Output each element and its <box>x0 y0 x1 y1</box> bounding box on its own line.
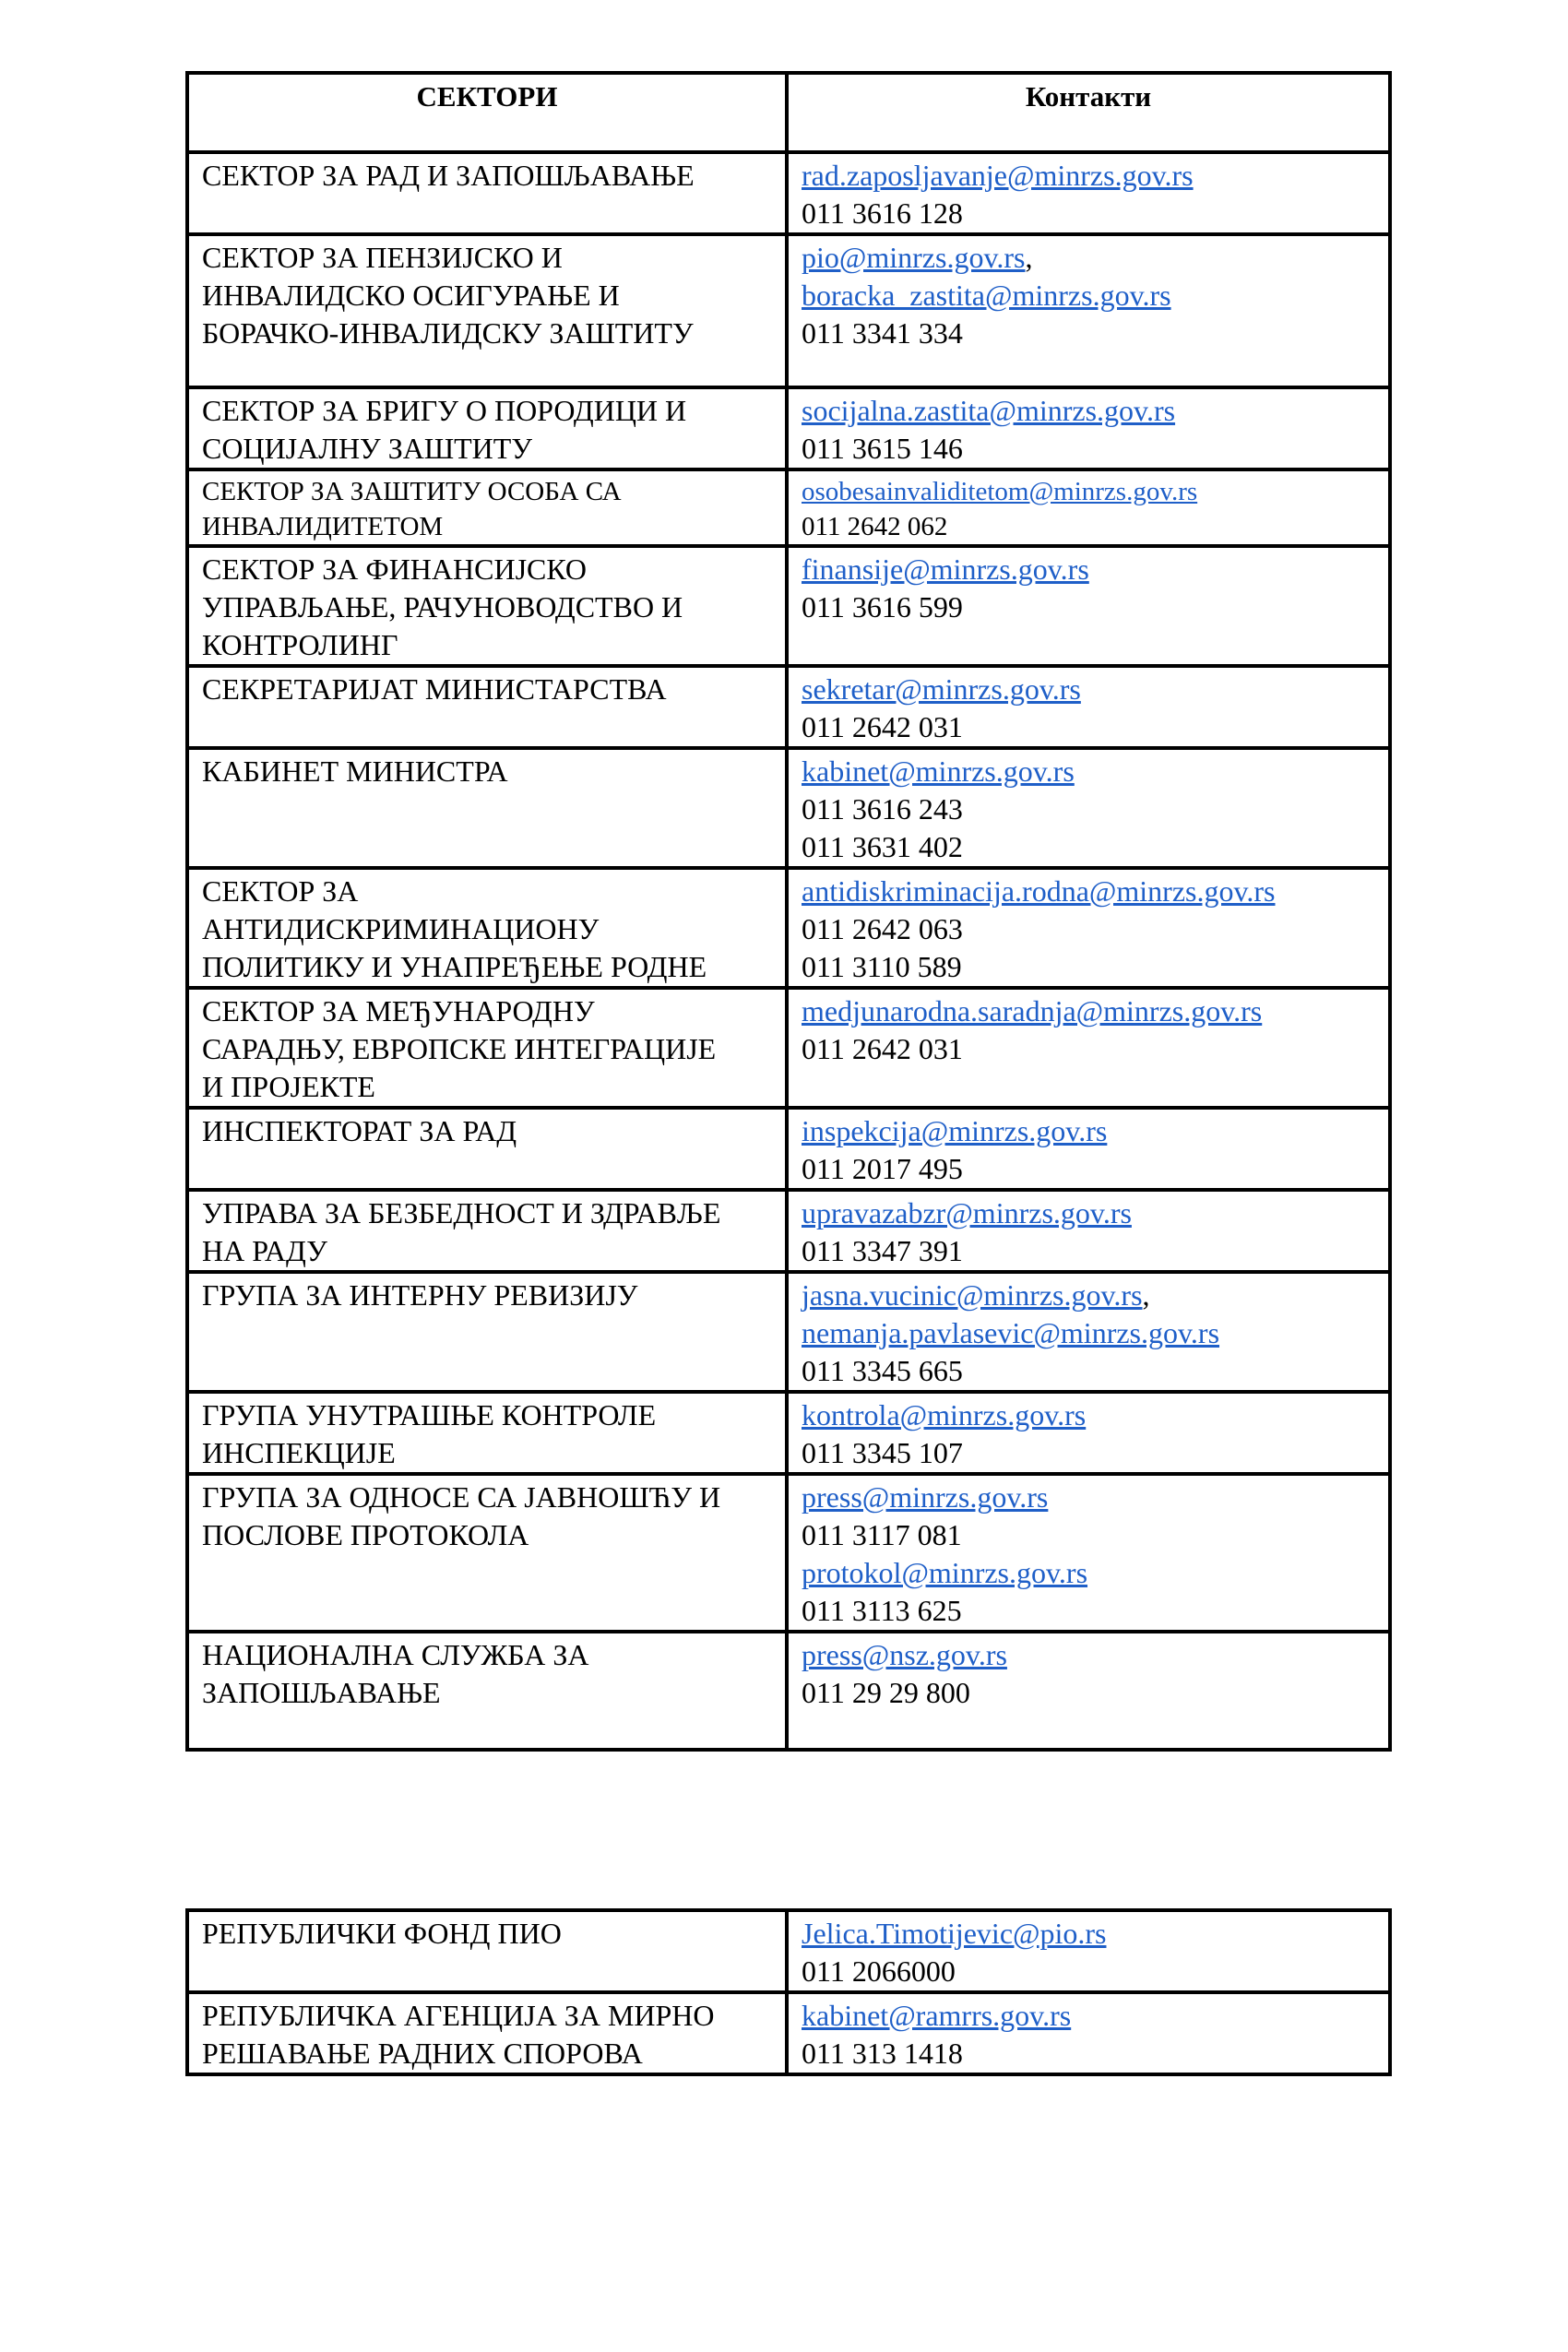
sector-name-line: СЕКТОР ЗА <box>202 874 359 908</box>
phone-number: 011 3631 402 <box>802 830 963 863</box>
contact-cell <box>787 234 1390 387</box>
sector-name-cell <box>187 1474 787 1632</box>
email-link[interactable]: osobesainvaliditetom@minrzs.gov.rs <box>802 477 1198 506</box>
sector-name-line: УПРАВА ЗА БЕЗБЕДНОСТ И ЗДРАВЉЕ <box>202 1196 721 1229</box>
table-row <box>187 1392 1390 1474</box>
sector-name-cell <box>187 387 787 469</box>
email-link[interactable]: medjunarodna.saradnja@minrzs.gov.rs <box>802 994 1263 1028</box>
sector-name-line: ИНСПЕКТОРАТ ЗА РАД <box>202 1114 517 1147</box>
sector-name-line: СЕКТОР ЗА БРИГУ О ПОРОДИЦИ И <box>202 394 687 427</box>
sector-name-line: СЕКТОР ЗА ПЕНЗИЈСКО И <box>202 241 563 274</box>
sector-name-line: СОЦИЈАЛНУ ЗАШТИТУ <box>202 432 532 465</box>
sector-name-line: КАБИНЕТ МИНИСТРА <box>202 754 508 788</box>
table-row <box>187 469 1390 546</box>
table-row <box>187 1190 1390 1272</box>
sector-name-line: РЕШАВАЊЕ РАДНИХ СПОРОВА <box>202 2037 643 2070</box>
sector-name-cell <box>187 1272 787 1392</box>
sector-name-line: ИНСПЕКЦИЈЕ <box>202 1436 396 1469</box>
sector-name-cell <box>187 1392 787 1474</box>
contact-cell <box>787 1108 1390 1190</box>
phone-number: 011 3616 599 <box>802 590 963 624</box>
table-row <box>187 1992 1390 2074</box>
contact-cell <box>787 469 1390 546</box>
table-row <box>187 1272 1390 1392</box>
contact-cell <box>787 1474 1390 1632</box>
contact-cell <box>787 1992 1390 2074</box>
contact-cell <box>787 868 1390 988</box>
sector-name-line: КОНТРОЛИНГ <box>202 628 398 661</box>
contact-cell <box>787 152 1390 234</box>
contact-cell <box>787 1632 1390 1750</box>
sector-name-line: СЕКТОР ЗА МЕЂУНАРОДНУ <box>202 994 595 1028</box>
phone-number: 011 3345 107 <box>802 1436 963 1469</box>
sector-name-cell <box>187 1910 787 1992</box>
table-header-row <box>187 73 1390 152</box>
email-link[interactable]: kabinet@ramrrs.gov.rs <box>802 1999 1072 2032</box>
sectors-contacts-table <box>185 71 1392 1752</box>
sector-name-cell <box>187 868 787 988</box>
table-row <box>187 546 1390 666</box>
email-link[interactable]: kontrola@minrzs.gov.rs <box>802 1398 1087 1431</box>
contact-cell <box>787 1392 1390 1474</box>
email-link[interactable]: jasna.vucinic@minrzs.gov.rs <box>802 1278 1143 1312</box>
phone-number: 011 3616 243 <box>802 792 963 826</box>
table-row <box>187 152 1390 234</box>
email-link[interactable]: finansije@minrzs.gov.rs <box>802 552 1089 586</box>
sector-name-line: БОРАЧКО-ИНВАЛИДСКУ ЗАШТИТУ <box>202 316 694 350</box>
sector-name-line: ПОЛИТИКУ И УНАПРЕЂЕЊЕ РОДНЕ <box>202 950 707 983</box>
contact-cell <box>787 988 1390 1108</box>
sector-name-line: ГРУПА ЗА ОДНОСЕ СА ЈАВНОШЋУ И <box>202 1480 721 1514</box>
table-row <box>187 868 1390 988</box>
phone-number: 011 2017 495 <box>802 1152 963 1185</box>
email-link[interactable]: press@nsz.gov.rs <box>802 1638 1007 1671</box>
phone-number: 011 29 29 800 <box>802 1676 970 1709</box>
table-row <box>187 234 1390 387</box>
sector-name-cell <box>187 1108 787 1190</box>
table-row <box>187 666 1390 748</box>
email-link[interactable]: press@minrzs.gov.rs <box>802 1480 1049 1514</box>
sector-name-line: НА РАДУ <box>202 1234 327 1267</box>
sector-name-cell <box>187 1992 787 2074</box>
sector-name-line: СЕКТОР ЗА ФИНАНСИЈСКО <box>202 552 588 586</box>
phone-number: 011 3347 391 <box>802 1234 963 1267</box>
sector-name-line: САРАДЊУ, ЕВРОПСКЕ ИНТЕГРАЦИЈЕ <box>202 1032 717 1065</box>
phone-number: 011 2066000 <box>802 1954 956 1988</box>
email-separator: , <box>1142 1278 1150 1312</box>
sector-name-line: ГРУПА ЗА ИНТЕРНУ РЕВИЗИЈУ <box>202 1278 638 1312</box>
sector-name-line: ИНВАЛИДИТЕТОМ <box>202 512 444 541</box>
phone-number: 011 3110 589 <box>802 950 962 983</box>
email-link[interactable]: nemanja.pavlasevic@minrzs.gov.rs <box>802 1316 1220 1349</box>
sector-name-line: РЕПУБЛИЧКА АГЕНЦИЈА ЗА МИРНО <box>202 1999 715 2032</box>
sector-name-cell <box>187 748 787 868</box>
table-row <box>187 1910 1390 1992</box>
table-row <box>187 1632 1390 1750</box>
header-sectors: СЕКТОРИ <box>187 73 787 152</box>
email-link[interactable]: protokol@minrzs.gov.rs <box>802 1556 1088 1589</box>
table-row <box>187 988 1390 1108</box>
email-link[interactable]: kabinet@minrzs.gov.rs <box>802 754 1075 788</box>
email-separator: , <box>1025 241 1033 274</box>
header-contacts: Контакти <box>787 73 1390 152</box>
email-link[interactable]: antidiskriminacija.rodna@minrzs.gov.rs <box>802 874 1276 908</box>
email-link[interactable]: Jelica.Timotijevic@pio.rs <box>802 1917 1107 1950</box>
phone-number: 011 3341 334 <box>802 316 963 350</box>
sector-name-cell <box>187 988 787 1108</box>
sector-name-line: И ПРОЈЕКТЕ <box>202 1070 375 1103</box>
table-row <box>187 1474 1390 1632</box>
sector-name-cell <box>187 546 787 666</box>
sector-name-cell <box>187 234 787 387</box>
sector-name-line: СЕКТОР ЗА ЗАШТИТУ ОСОБА СА <box>202 477 622 506</box>
sector-name-line: СЕКТОР ЗА РАД И ЗАПОШЉАВАЊЕ <box>202 159 695 192</box>
sector-name-line: АНТИДИСКРИМИНАЦИОНУ <box>202 912 600 945</box>
sector-name-line: УПРАВЉАЊЕ, РАЧУНОВОДСТВО И <box>202 590 683 624</box>
sector-name-cell <box>187 1632 787 1750</box>
sector-name-line: ИНВАЛИДСКО ОСИГУРАЊЕ И <box>202 279 620 312</box>
contact-cell <box>787 748 1390 868</box>
contact-cell <box>787 1272 1390 1392</box>
contact-cell <box>787 666 1390 748</box>
email-link[interactable]: pio@minrzs.gov.rs <box>802 241 1026 274</box>
sector-name-line: ЗАПОШЉАВАЊЕ <box>202 1676 441 1709</box>
table-row <box>187 387 1390 469</box>
phone-number: 011 3615 146 <box>802 432 963 465</box>
phone-number: 011 2642 062 <box>802 512 948 541</box>
phone-number: 011 2642 031 <box>802 710 963 743</box>
email-link[interactable]: boracka_zastita@minrzs.gov.rs <box>802 279 1171 312</box>
email-link[interactable]: sekretar@minrzs.gov.rs <box>802 672 1081 706</box>
phone-number: 011 3113 625 <box>802 1594 962 1627</box>
sector-name-cell <box>187 1190 787 1272</box>
phone-number: 011 3616 128 <box>802 196 963 230</box>
sector-name-line: ПОСЛОВЕ ПРОТОКОЛА <box>202 1518 529 1551</box>
phone-number: 011 3345 665 <box>802 1354 963 1387</box>
sector-name-cell <box>187 152 787 234</box>
agencies-contacts-table <box>185 1908 1392 2076</box>
contact-cell <box>787 546 1390 666</box>
phone-number: 011 2642 031 <box>802 1032 963 1065</box>
email-link[interactable]: upravazabzr@minrzs.gov.rs <box>802 1196 1132 1229</box>
contact-cell <box>787 1190 1390 1272</box>
contact-cell <box>787 1910 1390 1992</box>
email-link[interactable]: inspekcija@minrzs.gov.rs <box>802 1114 1108 1147</box>
sector-name-line: ГРУПА УНУТРАШЊЕ КОНТРОЛЕ <box>202 1398 657 1431</box>
contact-cell <box>787 387 1390 469</box>
email-link[interactable]: rad.zaposljavanje@minrzs.gov.rs <box>802 159 1194 192</box>
phone-number: 011 313 1418 <box>802 2037 963 2070</box>
sector-name-line: НАЦИОНАЛНА СЛУЖБА ЗА <box>202 1638 589 1671</box>
sector-name-cell <box>187 666 787 748</box>
sector-name-line: РЕПУБЛИЧКИ ФОНД ПИО <box>202 1917 562 1950</box>
email-link[interactable]: socijalna.zastita@minrzs.gov.rs <box>802 394 1176 427</box>
table-row <box>187 1108 1390 1190</box>
sector-name-line: СЕКРЕТАРИЈАТ МИНИСТАРСТВА <box>202 672 667 706</box>
phone-number: 011 2642 063 <box>802 912 963 945</box>
sector-name-cell <box>187 469 787 546</box>
phone-number: 011 3117 081 <box>802 1518 962 1551</box>
table-row <box>187 748 1390 868</box>
